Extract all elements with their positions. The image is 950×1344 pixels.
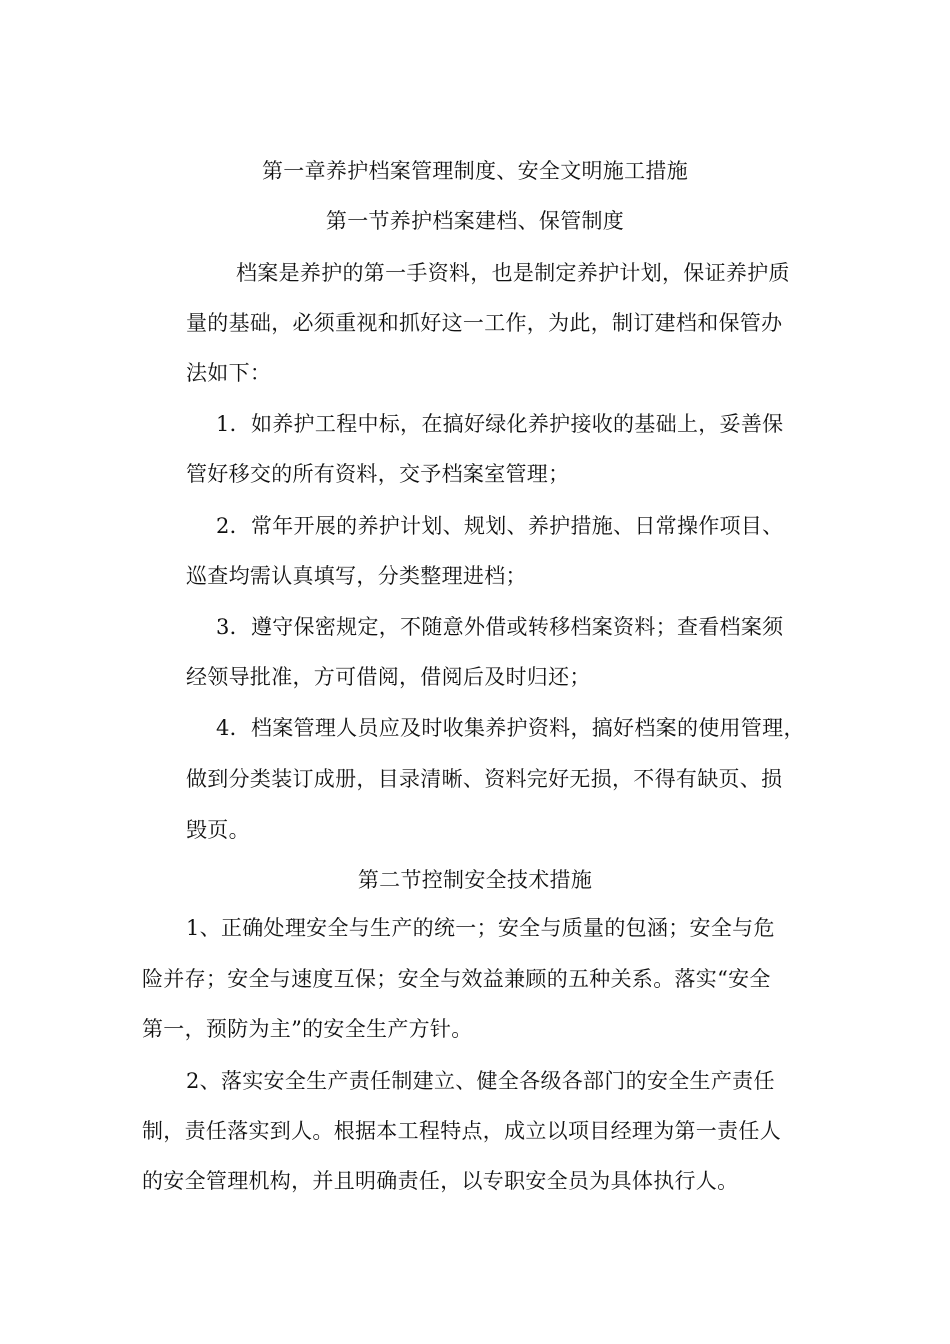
list-item-line: 险并存；安全与速度互保；安全与效益兼顾的五种关系。落实“安全 [142,967,771,991]
list-item-line: 2、落实安全生产责任制建立、健全各级各部门的安全生产责任 [186,1069,775,1093]
section-title: 第二节控制安全技术措施 [357,868,593,892]
list-item-line: 1、正确处理安全与生产的统一；安全与质量的包涵；安全与危 [186,916,775,940]
list-item-line: 1．如养护工程中标，在搞好绿化养护接收的基础上，妥善保 [216,412,784,436]
list-item-line: 经领导批准，方可借阅，借阅后及时归还； [186,665,591,689]
list-item-line: 毁页。 [186,818,250,842]
list-item-line: 管好移交的所有资料，交予档案室管理； [186,462,570,486]
list-item-line: 2．常年开展的养护计划、规划、养护措施、日常操作项目、 [216,514,784,538]
list-item-line: 的安全管理机构，并且明确责任，以专职安全员为具体执行人。 [142,1169,739,1193]
list-item-line: 第一，预防为主”的安全生产方针。 [142,1017,473,1041]
paragraph-line: 法如下： [186,361,272,385]
list-item-line: 做到分类装订成册，目录清晰、资料完好无损，不得有缺页、损 [186,767,783,791]
list-item-line: 制，责任落实到人。根据本工程特点，成立以项目经理为第一责任人 [142,1119,781,1143]
paragraph-line: 量的基础，必须重视和抓好这一工作，为此，制订建档和保管办 [186,311,783,335]
list-item-line: 巡查均需认真填写，分类整理进档； [186,564,527,588]
paragraph-line: 档案是养护的第一手资料，也是制定养护计划，保证养护质 [236,261,790,285]
list-item-line: 3．遵守保密规定，不随意外借或转移档案资料；查看档案须 [216,615,784,639]
section-title: 第一节养护档案建档、保管制度 [325,209,625,233]
chapter-title: 第一章养护档案管理制度、安全文明施工措施 [262,159,688,183]
list-item-line: 4．档案管理人员应及时收集养护资料，搞好档案的使用管理， [216,716,805,740]
